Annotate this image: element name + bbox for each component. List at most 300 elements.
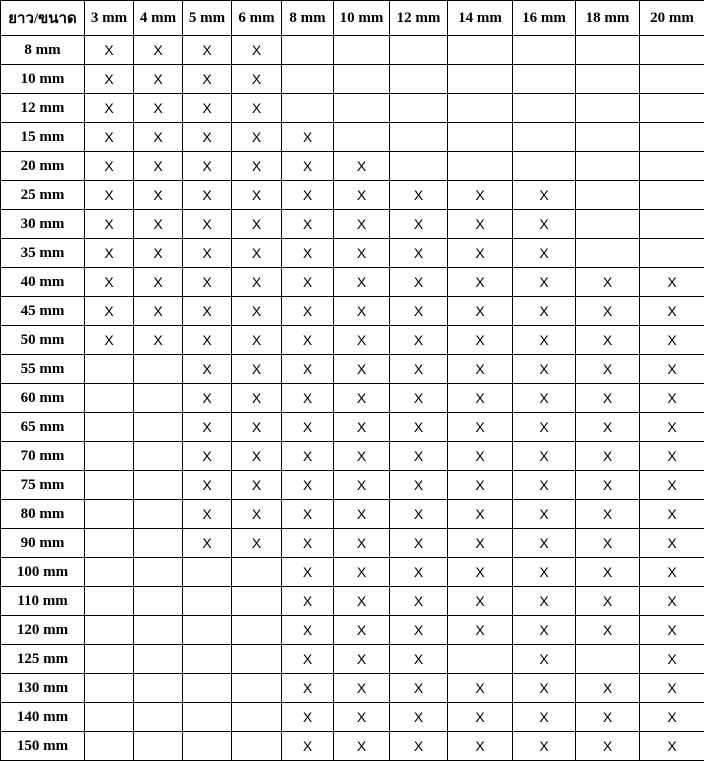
row-header: 8 mm (1, 36, 85, 65)
table-cell: X (232, 384, 282, 413)
header-row (1, 1, 704, 36)
column-header: 18 mm (576, 1, 640, 36)
table-cell: X (85, 210, 134, 239)
table-cell: X (513, 297, 576, 326)
table-row (1, 355, 704, 384)
table-cell: X (282, 442, 334, 471)
row-header: 100 mm (1, 558, 85, 587)
table-cell (640, 152, 704, 181)
table-cell: X (513, 210, 576, 239)
table-cell (183, 558, 232, 587)
table-cell: X (390, 529, 448, 558)
table-cell: X (334, 558, 390, 587)
table-cell (85, 587, 134, 616)
table-cell: X (232, 123, 282, 152)
table-cell (183, 645, 232, 674)
table-row (1, 94, 704, 123)
table-body (1, 36, 704, 761)
table-cell: X (513, 587, 576, 616)
table-cell (134, 703, 183, 732)
table-cell: X (390, 587, 448, 616)
table-cell (232, 558, 282, 587)
table-cell: X (334, 297, 390, 326)
table-cell: X (282, 732, 334, 761)
row-header: 75 mm (1, 471, 85, 500)
row-header: 12 mm (1, 94, 85, 123)
table-cell: X (282, 413, 334, 442)
column-header: 5 mm (183, 1, 232, 36)
table-cell: X (85, 65, 134, 94)
table-cell (134, 587, 183, 616)
row-header: 125 mm (1, 645, 85, 674)
row-header: 25 mm (1, 181, 85, 210)
table-cell: X (183, 268, 232, 297)
table-cell: X (232, 500, 282, 529)
table-cell: X (282, 529, 334, 558)
table-cell: X (134, 268, 183, 297)
table-cell (576, 210, 640, 239)
table-cell: X (513, 413, 576, 442)
table-cell: X (183, 210, 232, 239)
row-header: 45 mm (1, 297, 85, 326)
table-cell (576, 65, 640, 94)
table-row (1, 239, 704, 268)
table-cell: X (282, 587, 334, 616)
row-header: 60 mm (1, 384, 85, 413)
table-cell (576, 239, 640, 268)
table-cell: X (390, 355, 448, 384)
table-cell (134, 645, 183, 674)
table-cell: X (448, 268, 513, 297)
table-cell (134, 442, 183, 471)
table-cell (282, 94, 334, 123)
table-row (1, 471, 704, 500)
table-cell: X (282, 239, 334, 268)
column-header: 10 mm (334, 1, 390, 36)
column-header: 14 mm (448, 1, 513, 36)
table-cell (85, 616, 134, 645)
table-cell: X (576, 732, 640, 761)
table-cell: X (282, 123, 334, 152)
column-header: 6 mm (232, 1, 282, 36)
row-header: 120 mm (1, 616, 85, 645)
table-cell: X (183, 500, 232, 529)
table-cell: X (390, 442, 448, 471)
table-cell: X (390, 413, 448, 442)
table-cell (232, 645, 282, 674)
table-cell (232, 587, 282, 616)
table-cell (448, 36, 513, 65)
table-cell (85, 732, 134, 761)
table-cell: X (513, 500, 576, 529)
table-row (1, 326, 704, 355)
table-cell (576, 152, 640, 181)
table-cell: X (576, 355, 640, 384)
table-cell: X (232, 268, 282, 297)
table-cell (513, 36, 576, 65)
table-cell: X (282, 297, 334, 326)
table-cell: X (334, 587, 390, 616)
column-header: 8 mm (282, 1, 334, 36)
table-row (1, 384, 704, 413)
table-cell (390, 65, 448, 94)
table-cell: X (334, 616, 390, 645)
table-cell: X (448, 326, 513, 355)
table-cell: X (640, 297, 704, 326)
table-cell: X (134, 94, 183, 123)
column-header: 16 mm (513, 1, 576, 36)
table-row (1, 732, 704, 761)
table-cell: X (85, 152, 134, 181)
table-cell: X (232, 413, 282, 442)
table-cell (640, 210, 704, 239)
column-header: 20 mm (640, 1, 704, 36)
table-cell: X (282, 674, 334, 703)
table-cell (448, 94, 513, 123)
table-cell: X (183, 355, 232, 384)
table-cell: X (640, 326, 704, 355)
table-cell: X (640, 587, 704, 616)
column-header: 12 mm (390, 1, 448, 36)
table-cell: X (232, 529, 282, 558)
table-cell: X (334, 181, 390, 210)
table-cell: X (640, 558, 704, 587)
table-cell: X (134, 65, 183, 94)
table-row (1, 65, 704, 94)
table-cell: X (640, 645, 704, 674)
table-row (1, 529, 704, 558)
table-cell: X (334, 152, 390, 181)
table-cell: X (134, 326, 183, 355)
table-cell: X (85, 239, 134, 268)
table-cell: X (513, 558, 576, 587)
table-cell: X (232, 355, 282, 384)
table-row (1, 181, 704, 210)
row-header: 110 mm (1, 587, 85, 616)
table-cell (85, 471, 134, 500)
row-header: 15 mm (1, 123, 85, 152)
table-cell: X (513, 529, 576, 558)
table-cell: X (576, 471, 640, 500)
table-cell (448, 65, 513, 94)
table-cell: X (282, 152, 334, 181)
row-header: 40 mm (1, 268, 85, 297)
table-row (1, 558, 704, 587)
table-cell: X (334, 326, 390, 355)
table-cell: X (390, 674, 448, 703)
table-cell (183, 674, 232, 703)
table-cell (85, 645, 134, 674)
table-cell: X (183, 94, 232, 123)
table-cell: X (576, 326, 640, 355)
table-cell (85, 355, 134, 384)
table-cell: X (334, 500, 390, 529)
table-cell: X (183, 529, 232, 558)
table-cell: X (576, 558, 640, 587)
row-header: 80 mm (1, 500, 85, 529)
table-cell: X (232, 239, 282, 268)
table-cell: X (85, 326, 134, 355)
table-cell: X (576, 413, 640, 442)
table-cell: X (134, 152, 183, 181)
table-cell: X (183, 181, 232, 210)
table-cell: X (576, 384, 640, 413)
table-cell: X (513, 442, 576, 471)
row-header: 90 mm (1, 529, 85, 558)
row-header: 20 mm (1, 152, 85, 181)
table-cell: X (134, 210, 183, 239)
table-cell (85, 558, 134, 587)
table-cell: X (448, 210, 513, 239)
table-cell: X (85, 268, 134, 297)
table-cell (134, 558, 183, 587)
table-cell: X (134, 297, 183, 326)
table-cell: X (513, 239, 576, 268)
table-cell (576, 645, 640, 674)
table-row (1, 36, 704, 65)
table-cell: X (334, 645, 390, 674)
table-cell: X (334, 268, 390, 297)
table-cell (85, 703, 134, 732)
table-cell: X (448, 558, 513, 587)
table-cell: X (282, 645, 334, 674)
table-cell: X (232, 326, 282, 355)
table-cell (85, 674, 134, 703)
table-cell (334, 65, 390, 94)
table-cell: X (282, 471, 334, 500)
table-cell (640, 94, 704, 123)
table-row (1, 616, 704, 645)
table-cell: X (390, 500, 448, 529)
table-cell: X (576, 703, 640, 732)
table-cell (183, 616, 232, 645)
table-cell: X (390, 384, 448, 413)
table-cell: X (390, 326, 448, 355)
table-cell: X (640, 413, 704, 442)
table-cell: X (134, 181, 183, 210)
row-header: 50 mm (1, 326, 85, 355)
table-cell: X (282, 355, 334, 384)
column-header: 3 mm (85, 1, 134, 36)
table-cell: X (232, 210, 282, 239)
table-cell: X (85, 297, 134, 326)
table-cell: X (134, 123, 183, 152)
table-cell: X (282, 616, 334, 645)
table-cell: X (448, 674, 513, 703)
row-header: 55 mm (1, 355, 85, 384)
row-header: 140 mm (1, 703, 85, 732)
table-cell: X (640, 674, 704, 703)
table-cell (134, 471, 183, 500)
table-cell: X (232, 94, 282, 123)
table-cell: X (282, 384, 334, 413)
table-cell (85, 413, 134, 442)
table-row (1, 123, 704, 152)
table-cell: X (232, 181, 282, 210)
table-cell (183, 587, 232, 616)
table-cell: X (334, 471, 390, 500)
table-cell (576, 94, 640, 123)
table-cell: X (513, 645, 576, 674)
table-cell: X (640, 471, 704, 500)
table-cell (448, 123, 513, 152)
table-cell: X (390, 471, 448, 500)
table-cell (282, 65, 334, 94)
table-cell: X (334, 210, 390, 239)
table-cell: X (640, 732, 704, 761)
table-cell (134, 616, 183, 645)
table-cell (232, 703, 282, 732)
table-cell (85, 384, 134, 413)
table-cell (513, 65, 576, 94)
table-cell: X (183, 36, 232, 65)
table-cell: X (183, 239, 232, 268)
table-cell (390, 36, 448, 65)
table-cell: X (448, 355, 513, 384)
table-row (1, 703, 704, 732)
table-cell (576, 36, 640, 65)
table-cell (576, 123, 640, 152)
table-cell: X (85, 94, 134, 123)
table-cell (85, 529, 134, 558)
table-cell (134, 384, 183, 413)
table-cell: X (282, 558, 334, 587)
table-cell: X (282, 703, 334, 732)
table-cell: X (183, 384, 232, 413)
table-cell (85, 500, 134, 529)
table-cell: X (513, 268, 576, 297)
table-cell: X (448, 181, 513, 210)
table-cell: X (85, 123, 134, 152)
table-cell: X (513, 384, 576, 413)
corner-header: ยาว/ขนาด (1, 1, 85, 36)
table-cell: X (390, 616, 448, 645)
table-cell: X (390, 558, 448, 587)
row-header: 70 mm (1, 442, 85, 471)
row-header: 130 mm (1, 674, 85, 703)
table-cell (134, 674, 183, 703)
table-cell (448, 645, 513, 674)
table-cell: X (232, 65, 282, 94)
table-cell (390, 123, 448, 152)
table-cell (232, 616, 282, 645)
table-cell: X (448, 587, 513, 616)
table-cell: X (282, 500, 334, 529)
table-cell: X (448, 732, 513, 761)
table-cell: X (513, 616, 576, 645)
table-cell (134, 413, 183, 442)
table-cell: X (232, 442, 282, 471)
table-cell: X (576, 587, 640, 616)
table-cell (640, 239, 704, 268)
table-cell: X (390, 210, 448, 239)
table-cell (640, 181, 704, 210)
table-cell (183, 732, 232, 761)
table-cell: X (640, 500, 704, 529)
row-header: 65 mm (1, 413, 85, 442)
table-cell: X (232, 471, 282, 500)
table-cell (282, 36, 334, 65)
table-cell (183, 703, 232, 732)
table-cell: X (448, 297, 513, 326)
table-cell: X (448, 384, 513, 413)
table-cell: X (334, 703, 390, 732)
table-cell: X (282, 181, 334, 210)
table-cell: X (282, 268, 334, 297)
table-cell: X (334, 239, 390, 268)
table-cell: X (390, 703, 448, 732)
table-row (1, 645, 704, 674)
table-cell: X (183, 65, 232, 94)
table-cell: X (85, 181, 134, 210)
table-cell: X (390, 268, 448, 297)
table-cell: X (640, 442, 704, 471)
table-cell: X (390, 732, 448, 761)
table-cell: X (448, 703, 513, 732)
row-header: 30 mm (1, 210, 85, 239)
table-cell (448, 152, 513, 181)
table-cell: X (390, 181, 448, 210)
column-header: 4 mm (134, 1, 183, 36)
table-cell (390, 152, 448, 181)
table-cell: X (576, 268, 640, 297)
table-cell: X (390, 645, 448, 674)
table-cell: X (232, 152, 282, 181)
table-cell: X (334, 355, 390, 384)
table-row (1, 210, 704, 239)
table-cell (134, 529, 183, 558)
table-cell: X (183, 152, 232, 181)
table-cell: X (513, 181, 576, 210)
table-cell: X (640, 268, 704, 297)
table-cell (232, 732, 282, 761)
table-cell: X (390, 297, 448, 326)
table-cell: X (183, 442, 232, 471)
table-cell: X (85, 36, 134, 65)
table-cell: X (448, 239, 513, 268)
table-cell: X (334, 529, 390, 558)
table-cell: X (134, 239, 183, 268)
table-cell: X (232, 36, 282, 65)
table-cell: X (334, 674, 390, 703)
table-cell (640, 36, 704, 65)
table-cell: X (448, 529, 513, 558)
table-cell (232, 674, 282, 703)
table-cell: X (448, 442, 513, 471)
table-cell: X (134, 36, 183, 65)
table-cell: X (640, 384, 704, 413)
table-cell (334, 94, 390, 123)
table-cell (85, 442, 134, 471)
table-cell: X (513, 732, 576, 761)
table-cell (134, 732, 183, 761)
table-cell: X (640, 703, 704, 732)
table-cell: X (640, 355, 704, 384)
table-cell: X (576, 674, 640, 703)
table-cell: X (334, 413, 390, 442)
table-cell: X (513, 326, 576, 355)
table-cell: X (576, 500, 640, 529)
table-row (1, 297, 704, 326)
table-cell: X (183, 471, 232, 500)
table-row (1, 152, 704, 181)
table-cell: X (334, 384, 390, 413)
table-cell (513, 94, 576, 123)
table-cell: X (513, 471, 576, 500)
row-header: 150 mm (1, 732, 85, 761)
table-cell: X (576, 297, 640, 326)
table-cell: X (448, 413, 513, 442)
